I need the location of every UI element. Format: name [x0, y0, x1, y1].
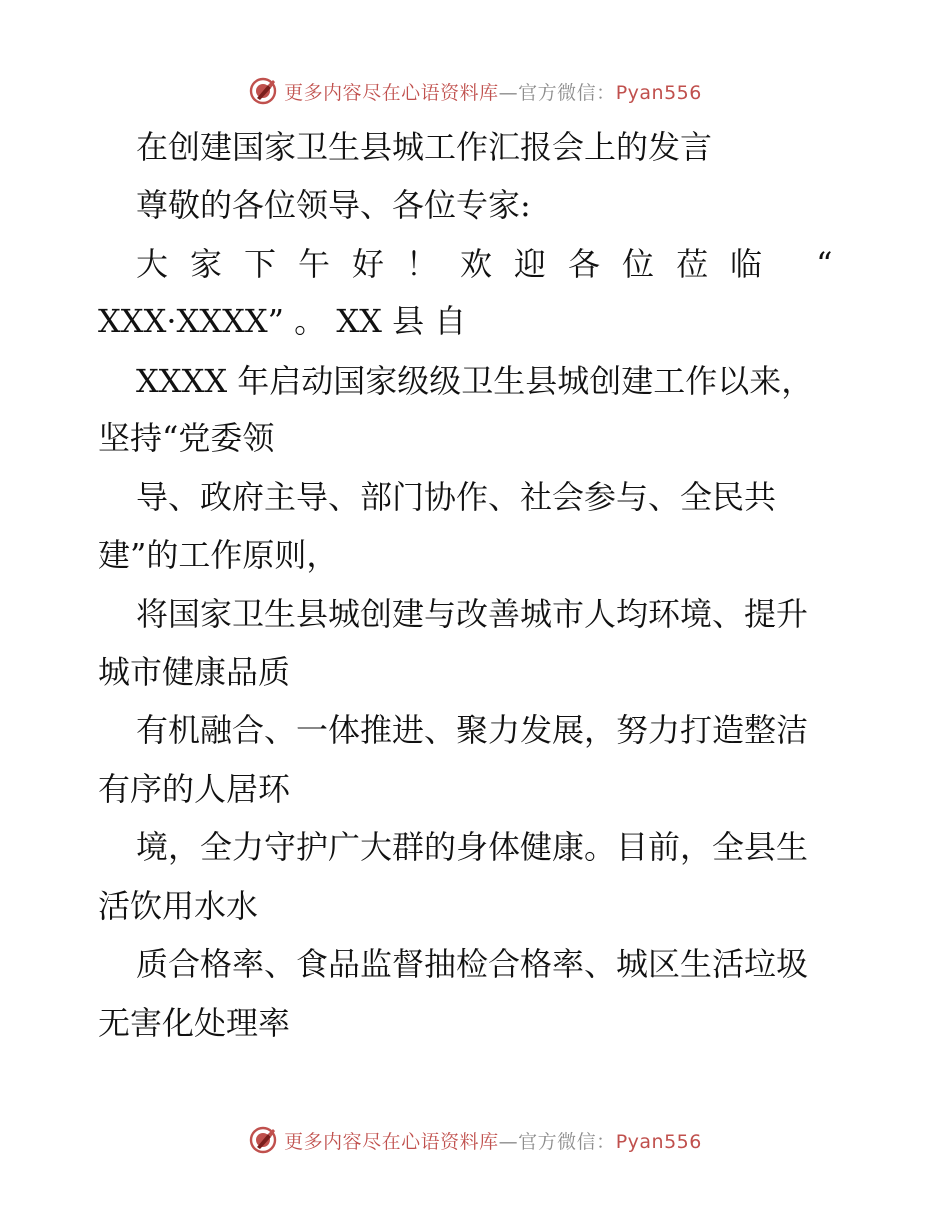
banner-suffix: 官方微信： — [518, 81, 616, 104]
paragraph-line: 境，全力守护广大群的身体健康。目前，全县生 — [136, 828, 809, 866]
banner-dash: — — [498, 81, 519, 104]
paragraph-line: 有机融合、一体推进、聚力发展，努力打造整洁 — [136, 711, 809, 749]
paragraph-line: 大家下午好！欢迎各位莅临 “ — [136, 245, 855, 283]
banner-prefix: 更多内容尽在心语资料库 — [284, 1130, 499, 1153]
paragraph-line: 活饮用水水 — [98, 887, 259, 925]
footer-banner-text — [284, 1127, 702, 1154]
paragraph-line: 城市健康品质 — [98, 653, 291, 691]
pen-nib-logo-icon — [248, 1125, 278, 1155]
banner-prefix: 更多内容尽在心语资料库 — [284, 81, 499, 104]
paragraph-line: 建”的工作原则， — [98, 536, 339, 574]
paragraph-line: 有序的人居环 — [98, 770, 291, 808]
banner-handle: Pyan556 — [615, 1130, 702, 1153]
footer-banner — [0, 1120, 950, 1160]
banner-suffix: 官方微信： — [518, 1130, 616, 1153]
paragraph-line: XXXX 年启动国家级级卫生县城创建工作以来， — [136, 362, 814, 400]
banner-handle: Pyan556 — [615, 81, 702, 104]
paragraph-line: 无害化处理率 — [98, 1004, 291, 1042]
paragraph-line: 导、政府主导、部门协作、社会参与、全民共 — [136, 478, 777, 516]
paragraph-line: XXX·XXXX” 。 XX 县 自 — [98, 302, 467, 340]
salutation: 尊敬的各位领导、各位专家: — [136, 186, 531, 224]
paragraph-line: 坚持“党委领 — [98, 419, 275, 457]
document-title: 在创建国家卫生县城工作汇报会上的发言 — [136, 128, 713, 166]
paragraph-line: 将国家卫生县城创建与改善城市人均环境、提升 — [136, 595, 809, 633]
paragraph-line: 质合格率、食品监督抽检合格率、城区生活垃圾 — [136, 945, 809, 983]
banner-dash: — — [498, 1130, 519, 1153]
